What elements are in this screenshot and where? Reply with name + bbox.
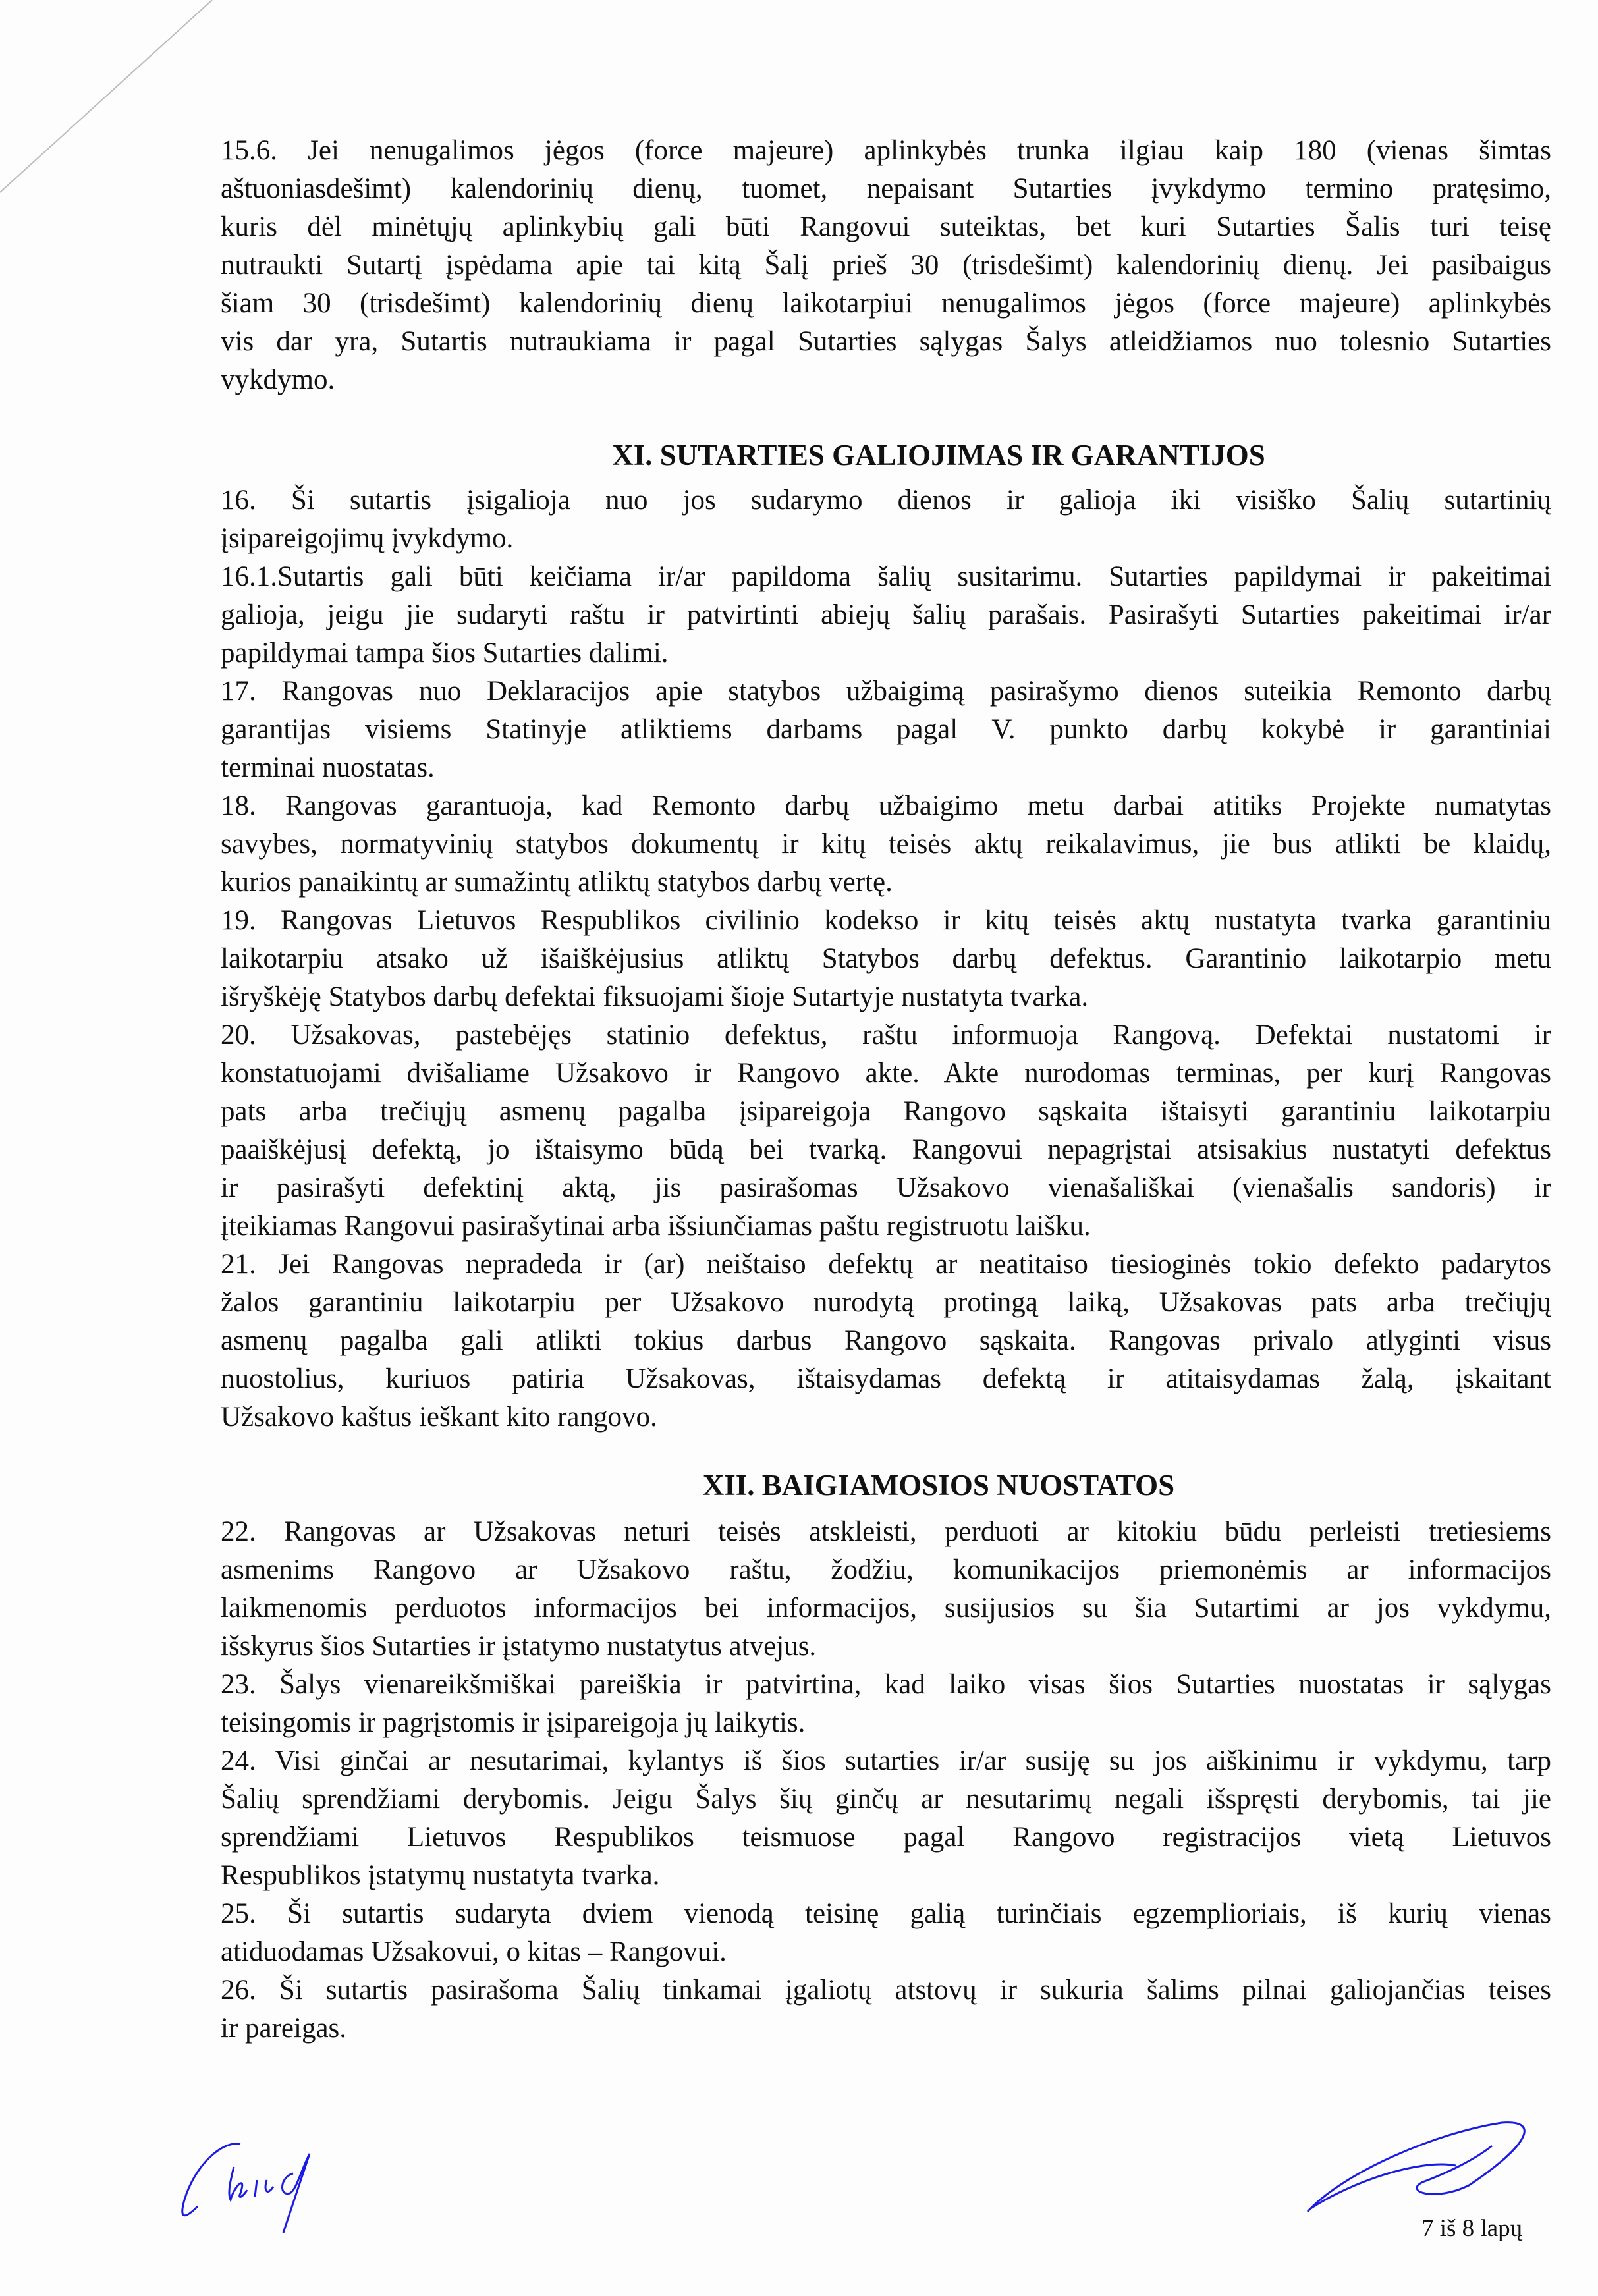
text-line: 21. Jei Rangovas nepradeda ir (ar) neištaiso defektų ar neatitaiso tiesioginės tokio defekto padarytos (221, 1249, 1551, 1280)
text-line: kuris dėl minėtųjų aplinkybių gali būti Rangovui suteiktas, bet kuri Sutarties Šalis turi teisę (221, 211, 1551, 242)
text-line: Užsakovo kaštus ieškant kito rangovo. (221, 1402, 657, 1433)
text-line: nuostolius, kuriuos patiria Užsakovas, ištaisydamas defektą ir atitaisydamas žalą, įskaitant (221, 1363, 1551, 1394)
text-line: 24. Visi ginčai ar nesutarimai, kylantys iš šios sutarties ir/ar susiję su jos aiškinimu ir vykdymu, tarp (221, 1745, 1551, 1776)
text-line: 26. Ši sutartis pasirašoma Šalių tinkamai įgaliotų atstovų ir sukuria šalims pilnai galiojančias teises (221, 1975, 1551, 2006)
clause-paragraph (221, 1016, 1551, 1245)
clause-paragraph (221, 1971, 1551, 2048)
text-line: galioja, jeigu jie sudaryti raštu ir patvirtinti abiejų šalių parašais. Pasirašyti Sutarties pakeitimai ir/ar (221, 599, 1551, 630)
text-line: pats arba trečiųjų asmenų pagalba įsipareigoja Rangovo sąskaita ištaisyti garantiniu laikotarpiu (221, 1096, 1551, 1127)
text-line: vis dar yra, Sutartis nutraukiama ir pagal Sutarties sąlygas Šalys atleidžiamos nuo tolesnio Sutarties (221, 326, 1551, 357)
text-line: asmenims Rangovo ar Užsakovo raštu, žodžiu, komunikacijos priemonėmis ar informacijos (221, 1554, 1551, 1585)
text-line: įsipareigojimų įvykdymo. (221, 523, 514, 554)
text-line: 22. Rangovas ar Užsakovas neturi teisės atskleisti, perduoti ar kitokiu būdu perleisti tretiesiems (221, 1516, 1551, 1547)
clause-paragraph (221, 132, 1551, 399)
text-line: papildymai tampa šios Sutarties dalimi. (221, 638, 669, 669)
clause-paragraph (221, 481, 1551, 558)
clause-paragraph (221, 1742, 1551, 1895)
text-line: terminai nuostatas. (221, 752, 435, 783)
text-line: 25. Ši sutartis sudaryta dviem vienodą teisinę galią turinčiais egzemplioriais, iš kurių vienas (221, 1898, 1551, 1929)
clause-paragraph (221, 672, 1551, 787)
text-line: 15.6. Jei nenugalimos jėgos (force majeure) aplinkybės trunka ilgiau kaip 180 (vienas šimtas (221, 135, 1551, 166)
clause-paragraph (221, 1513, 1551, 1666)
text-line: 23. Šalys vienareikšmiškai pareiškia ir patvirtina, kad laiko visas šios Sutarties nuostatas ir sąlygas (221, 1669, 1551, 1700)
clause-paragraph (221, 1666, 1551, 1742)
right-signature (1304, 2119, 1535, 2215)
text-line: teisingomis ir pagrįstomis ir įsipareigoja jų laikytis. (221, 1707, 806, 1738)
text-line: Respublikos įstatymų nustatyta tvarka. (221, 1860, 660, 1891)
text-line: kurios panaikintų ar sumažintų atliktų statybos darbų vertę. (221, 867, 893, 898)
text-line: išryškėję Statybos darbų defektai fiksuojami šioje Sutartyje nustatyta tvarka. (221, 981, 1089, 1012)
text-line: savybes, normatyvinių statybos dokumentų ir kitų teisės aktų reikalavimus, jie bus atlikti be klaidų, (221, 829, 1551, 860)
text-line: išskyrus šios Sutarties ir įstatymo nustatytus atvejus. (221, 1631, 817, 1662)
text-line: 16.1.Sutartis gali būti keičiama ir/ar papildoma šalių susitarimu. Sutarties papildymai ir pakeitimai (221, 561, 1551, 592)
text-line: paaiškėjusį defektą, jo ištaisymo būdą bei tvarką. Rangovui nepagrįstai atsisakius nustatyti defektus (221, 1134, 1551, 1165)
text-line: atiduodamas Užsakovui, o kitas – Rangovui. (221, 1936, 727, 1967)
text-line: sprendžiami Lietuvos Respublikos teismuose pagal Rangovo registracijos vietą Lietuvos (221, 1822, 1551, 1853)
text-line: garantijas visiems Statinyje atliktiems darbams pagal V. punkto darbų kokybė ir garantiniai (221, 714, 1551, 745)
text-line: konstatuojami dvišaliame Užsakovo ir Rangovo akte. Akte nurodomas terminas, per kurį Rangovas (221, 1058, 1551, 1089)
text-line: žalos garantiniu laikotarpiu per Užsakovo nurodytą protingą laiką, Užsakovas pats arba trečiųjų (221, 1287, 1551, 1318)
document-body (221, 132, 1551, 2048)
clause-paragraph (221, 1245, 1551, 1436)
left-signature (168, 2141, 405, 2233)
text-line: vykdymo. (221, 364, 335, 395)
text-line: nutraukti Sutartį įspėdama apie tai kitą Šalį prieš 30 (trisdešimt) kalendorinių dienų. Jei pasibaigus (221, 250, 1551, 281)
text-line: ir pareigas. (221, 2013, 347, 2044)
text-line: šiam 30 (trisdešimt) kalendorinių dienų laikotarpiui nenugalimos jėgos (force majeure) aplinkybės (221, 288, 1551, 319)
page-number: 7 iš 8 lapų (1421, 2215, 1523, 2242)
section-heading: XII. BAIGIAMOSIOS NUOSTATOS (702, 1469, 1175, 1502)
text-line: įteikiamas Rangovui pasirašytinai arba išsiunčiamas paštu registruotu laišku. (221, 1211, 1091, 1242)
section-heading: XI. SUTARTIES GALIOJIMAS IR GARANTIJOS (612, 439, 1265, 472)
clause-paragraph (221, 1895, 1551, 1971)
text-line: laikmenomis perduotos informacijos bei informacijos, susijusios su šia Sutartimi ar jos vykdymu, (221, 1593, 1551, 1624)
text-line: 18. Rangovas garantuoja, kad Remonto darbų užbaigimo metu darbai atitiks Projekte numatytas (221, 790, 1551, 821)
text-line: Šalių sprendžiami derybomis. Jeigu Šalys šių ginčų ar nesutarimų negali išspręsti derybomis, tai jie (221, 1784, 1551, 1815)
clause-paragraph (221, 787, 1551, 902)
text-line: ir pasirašyti defektinį aktą, jis pasirašomas Užsakovo vienašališkai (vienašalis sandoris) ir (221, 1172, 1551, 1203)
text-line: aštuoniasdešimt) kalendorinių dienų, tuomet, nepaisant Sutarties įvykdymo termino pratęsimo, (221, 173, 1551, 204)
text-line: asmenų pagalba gali atlikti tokius darbus Rangovo sąskaita. Rangovas privalo atlyginti visus (221, 1325, 1551, 1356)
clause-paragraph (221, 558, 1551, 672)
text-line: 20. Užsakovas, pastebėjęs statinio defektus, raštu informuoja Rangovą. Defektai nustatomi ir (221, 1020, 1551, 1051)
clause-paragraph (221, 902, 1551, 1016)
text-line: 19. Rangovas Lietuvos Respublikos civilinio kodekso ir kitų teisės aktų nustatyta tvarka garantiniu (221, 905, 1551, 936)
page-fold-line (0, 0, 217, 198)
text-line: 17. Rangovas nuo Deklaracijos apie statybos užbaigimą pasirašymo dienos suteikia Remonto darbų (221, 676, 1551, 707)
text-line: 16. Ši sutartis įsigalioja nuo jos sudarymo dienos ir galioja iki visiško Šalių sutartinių (221, 485, 1551, 516)
text-line: laikotarpiu atsako už išaiškėjusius atliktų Statybos darbų defektus. Garantinio laikotarpio metu (221, 943, 1551, 974)
